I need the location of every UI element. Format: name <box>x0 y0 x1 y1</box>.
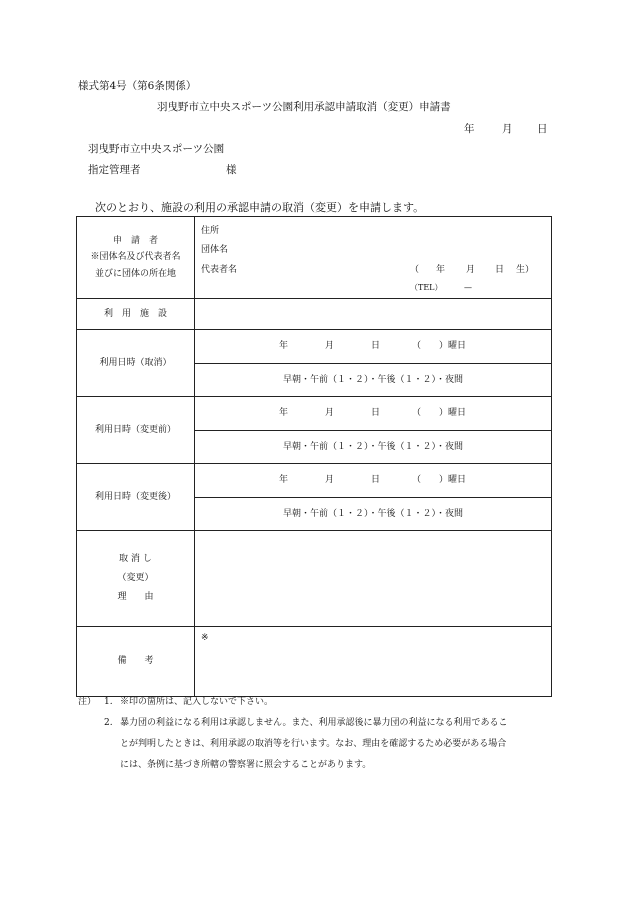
form-number: 様式第4号（第6条関係） <box>78 80 197 92</box>
recipient-facility: 羽曳野市立中央スポーツ公園 <box>88 143 225 155</box>
time-options[interactable]: 早朝・午前（１・２）・午後（１・２）・夜間 <box>195 364 552 397</box>
notes-prefix: 注） <box>78 697 97 707</box>
date-year-label: 年 <box>279 475 289 485</box>
remarks-label: 備 考 <box>77 627 195 697</box>
datetime-before-label: 利用日時（変更前） <box>77 397 195 464</box>
recipient-honorific: 様 <box>226 164 237 176</box>
date-year-label: 年 <box>279 408 289 418</box>
remarks-row <box>77 627 552 697</box>
applicant-input-cell[interactable] <box>195 217 552 299</box>
date-day-label: 日 <box>371 475 381 485</box>
tel-label: （TEL） <box>410 283 443 292</box>
date-year-label: 年 <box>464 123 475 135</box>
datetime-cancel-row <box>77 330 552 364</box>
form-title: 羽曳野市立中央スポーツ公園利用承認申請取消（変更）申請書 <box>157 101 451 113</box>
datetime-cancel-date-cell[interactable] <box>195 330 552 364</box>
group-name-label: 団体名 <box>201 245 229 255</box>
date-month-label: 月 <box>502 123 513 135</box>
date-day-label: 日 <box>371 341 381 351</box>
datetime-after-row <box>77 464 552 498</box>
applicant-note-line2: 並びに団体の所在地 <box>94 268 176 279</box>
datetime-before-date-cell[interactable] <box>195 397 552 431</box>
birth-month-label: 月 <box>466 265 476 275</box>
facility-row <box>77 299 552 330</box>
date-year-label: 年 <box>279 341 289 351</box>
note-2-line1: 暴力団の利益になる利用は承認しません。また、利用承認後に暴力団の利益になる利用であるこ <box>120 718 508 728</box>
note-2-line3: には、条例に基づき所轄の警察署に照会することがあります。 <box>120 760 372 770</box>
remarks-input-cell[interactable] <box>195 627 552 697</box>
applicant-label: 申 請 者 <box>112 236 158 247</box>
date-day-label: 日 <box>537 123 548 135</box>
datetime-before-row <box>77 397 552 431</box>
facility-input-cell[interactable] <box>195 299 552 330</box>
recipient-manager: 指定管理者 <box>88 164 141 176</box>
facility-label: 利 用 施 設 <box>77 299 195 330</box>
note-2-number: 2. <box>104 718 113 728</box>
birth-year-label: 年 <box>436 265 446 275</box>
date-month-label: 月 <box>325 408 335 418</box>
reason-label-line3: 理 由 <box>117 591 154 602</box>
weekday-label: （ ）曜日 <box>412 475 467 485</box>
note-1-number: 1. <box>104 697 113 707</box>
date-month-label: 月 <box>325 475 335 485</box>
time-options[interactable]: 早朝・午前（１・２）・午後（１・２）・夜間 <box>195 431 552 464</box>
tel-dash: — <box>464 283 472 292</box>
address-label: 住所 <box>201 226 220 236</box>
applicant-note-line1: ※団体名及び代表者名 <box>90 252 181 263</box>
reason-label-line1: 取 消 し <box>119 554 152 565</box>
note-2-line2: とが判明したときは、利用承認の取消等を行います。なお、理由を確認するため必要がある場合 <box>120 739 507 749</box>
birth-suffix: 生） <box>516 265 535 275</box>
date-month-label: 月 <box>325 341 335 351</box>
birth-open-paren: （ <box>410 265 420 275</box>
weekday-label: （ ）曜日 <box>412 408 467 418</box>
application-form-table <box>76 216 552 697</box>
datetime-after-label: 利用日時（変更後） <box>77 464 195 531</box>
applicant-row <box>77 217 552 299</box>
applicant-label-cell <box>77 217 195 299</box>
weekday-label: （ ）曜日 <box>412 341 467 351</box>
note-1: ※印の箇所は、記入しないで下さい。 <box>120 697 274 707</box>
reason-input-cell[interactable] <box>195 531 552 627</box>
reason-label-line2: （変更） <box>117 573 154 584</box>
datetime-after-date-cell[interactable] <box>195 464 552 498</box>
representative-label: 代表者名 <box>201 265 238 275</box>
time-options[interactable]: 早朝・午前（１・２）・午後（１・２）・夜間 <box>195 498 552 531</box>
reason-label-cell <box>77 531 195 627</box>
reason-row <box>77 531 552 627</box>
datetime-cancel-label: 利用日時（取消） <box>77 330 195 397</box>
birth-day-label: 日 <box>495 265 505 275</box>
remarks-mark: ※ <box>201 633 209 643</box>
date-day-label: 日 <box>371 408 381 418</box>
intro-text: 次のとおり、施設の利用の承認申請の取消（変更）を申請します。 <box>95 201 425 214</box>
